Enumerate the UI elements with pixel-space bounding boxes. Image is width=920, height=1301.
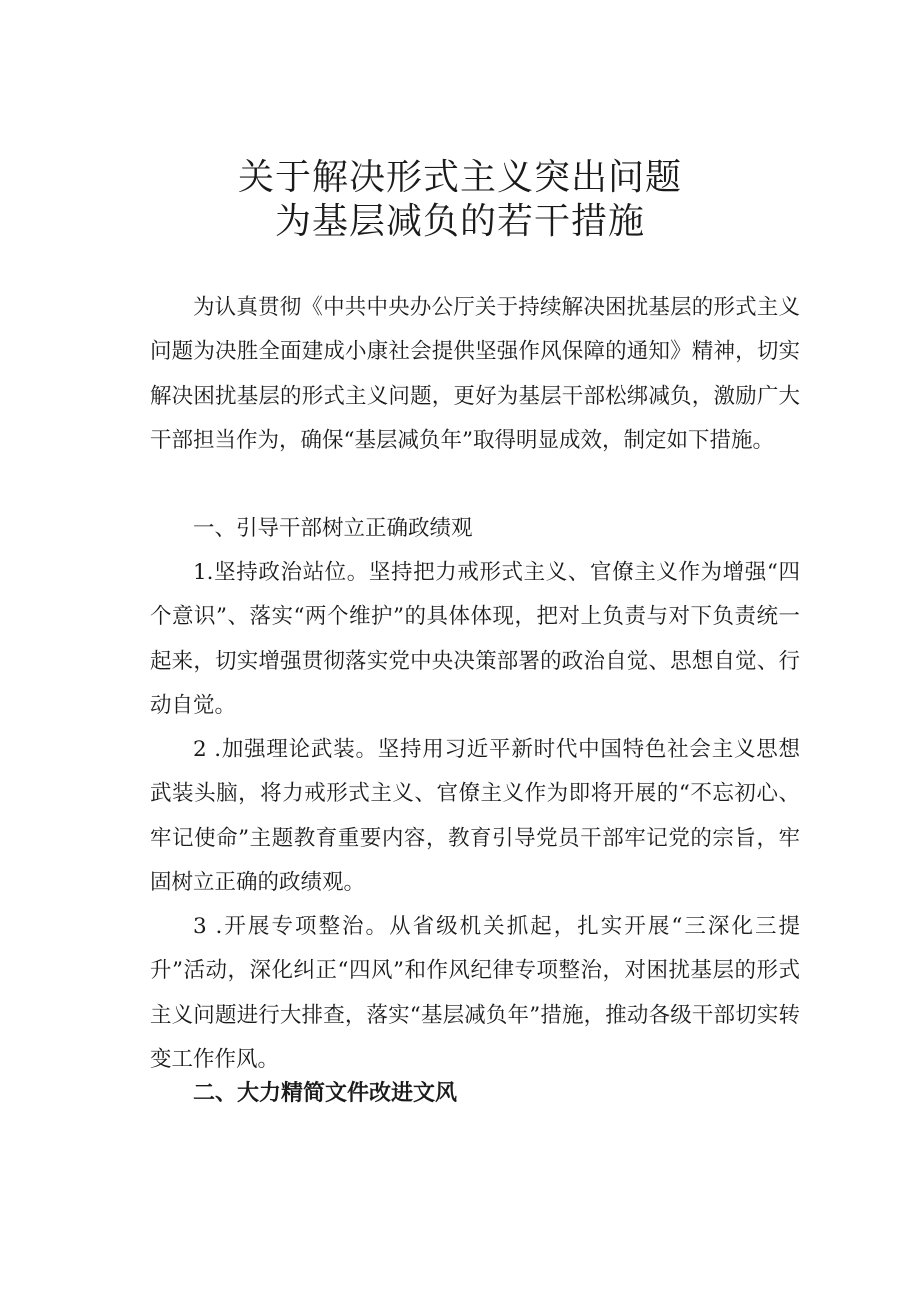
section-2-heading: 二、大力精简文件改进文风 <box>193 1081 458 1106</box>
document-title-line-2: 为基层减负的若干措施 <box>274 201 645 242</box>
document-title-line-1: 关于解决形式主义突出问题 <box>237 157 682 198</box>
section-1-heading: 一、引导干部树立正确政绩观 <box>193 516 473 541</box>
intro-paragraph: 为认真贯彻《中共中央办公厅关于持续解决困扰基层的形式主义问题为决胜全面建成小康社会提供坚强作风保障的通知》精神，切实解决困扰基层的形式主义问题，更好为基层干部松绑减负，激励广大干部担当作为，确保“基层减负年”取得明显成效，制定如下措施。 <box>150 295 800 453</box>
section-1-item-3: 3 .开展专项整治。从省级机关抓起，扎实开展“三深化三提升”活动，深化纠正“四风”和作风纪律专项整治，对困扰基层的形式主义问题进行大排查，落实“基层减负年”措施，推动各级干部切实转变工作作风。 <box>150 914 800 1072</box>
section-1-item-2: 2 .加强理论武装。坚持用习近平新时代中国特色社会主义思想武装头脑，将力戒形式主义、官僚主义作为即将开展的“不忘初心、牢记使命”主题教育重要内容，教育引导党员干部牢记党的宗旨，牢固树立正确的政绩观。 <box>150 737 800 895</box>
section-1-item-1: 1.坚持政治站位。坚持把力戒形式主义、官僚主义作为增强“四个意识”、落实“两个维护”的具体体现，把对上负责与对下负责统一起来，切实增强贯彻落实党中央决策部署的政治自觉、思想自觉、行动自觉。 <box>150 560 800 718</box>
